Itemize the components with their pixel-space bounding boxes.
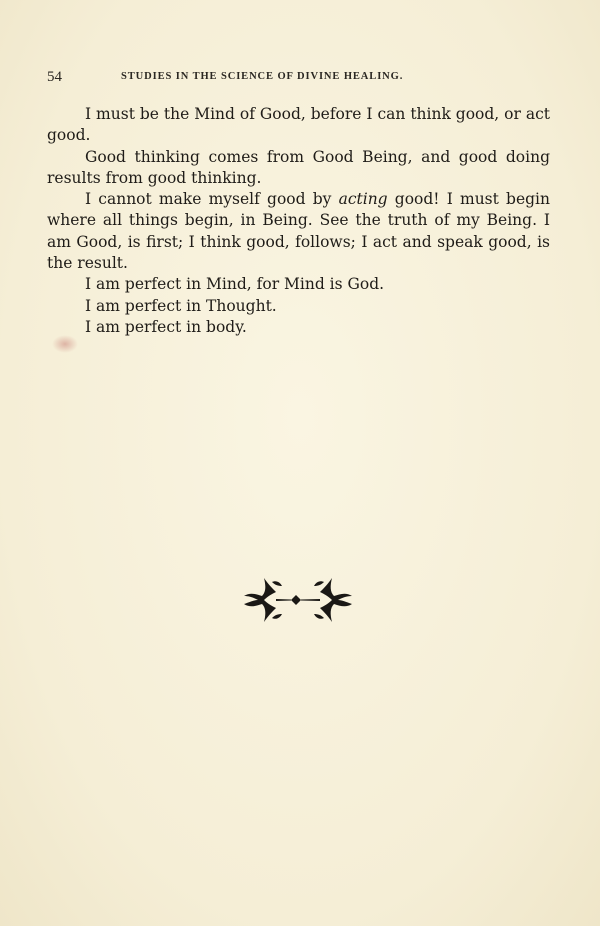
page-stain [52, 335, 78, 353]
fleuron-ornament-icon [242, 574, 354, 626]
paragraph-5: I am perfect in Thought. [85, 296, 277, 315]
paragraph-1: I must be the Mind of Good, before I can think good, or act good. [47, 105, 550, 145]
paragraph-2: Good thinking comes from Good Being, and good doing results from good thinking. [47, 147, 550, 187]
page-body [47, 104, 550, 338]
running-head: STUDIES IN THE SCIENCE OF DIVINE HEALING. [121, 71, 404, 82]
paragraph-3-text-start: I cannot make myself good by [85, 190, 339, 209]
page-header [47, 69, 554, 85]
paragraph-4: I am perfect in Mind, for Mind is God. [85, 275, 385, 294]
paragraph-3-text-end: good! I must begin where all things begin, in Being. See the truth of my Being. I am Good, is first; I think good, follows; I act and speak good, is the result. [47, 190, 550, 273]
page-number: 54 [47, 69, 62, 85]
emphasized-word: acting [338, 190, 388, 209]
paragraph-3 [47, 189, 550, 274]
paragraph-6: I am perfect in body. [85, 317, 247, 336]
